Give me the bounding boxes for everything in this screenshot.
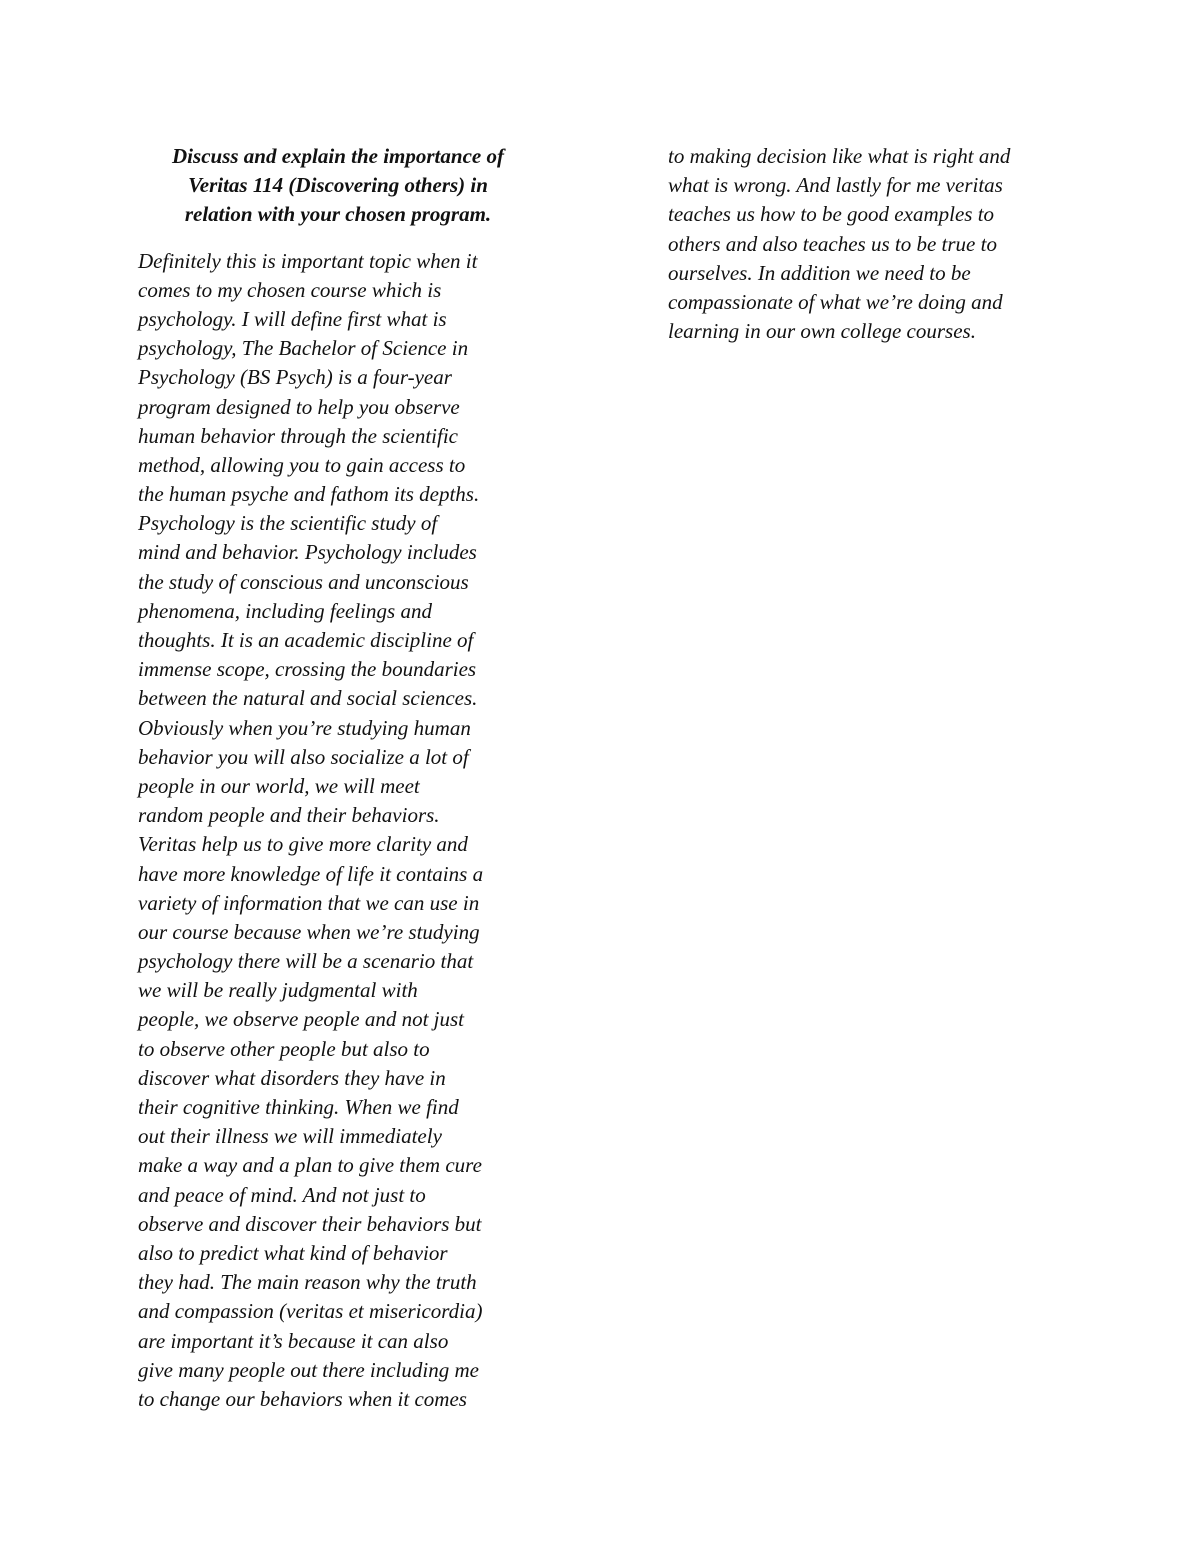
text-line: the study of conscious and unconscious [138, 569, 469, 594]
text-line: Veritas help us to give more clarity and [138, 832, 468, 857]
text-line: method, allowing you to gain access to [138, 452, 466, 477]
text-line: to making decision like what is right and [668, 144, 1011, 168]
text-line: our course because when we’re studying [138, 919, 480, 944]
text-line: psychology there will be a scenario that [138, 949, 474, 974]
text-line: discover what disorders they have in [138, 1065, 446, 1090]
text-line: and compassion (veritas et misericordia) [138, 1299, 483, 1324]
text-line: observe and discover their behaviors but [138, 1211, 482, 1236]
text-line: comes to my chosen course which is [138, 277, 442, 302]
text-line: teaches us how to be good examples to [668, 202, 995, 227]
text-line: immense scope, crossing the boundaries [138, 657, 477, 682]
title-line: Veritas 114 (Discovering others) in [188, 173, 488, 198]
text-line: to observe other people but also to [138, 1036, 430, 1061]
left-column-text [138, 247, 538, 1415]
text-line: out their illness we will immediately [138, 1124, 442, 1149]
text-line: psychology, The Bachelor of Science in [138, 336, 469, 361]
text-line: give many people out there including me [138, 1357, 479, 1382]
text-line: Obviously when you’re studying human [138, 715, 471, 740]
text-line: they had. The main reason why the truth [138, 1270, 477, 1295]
text-line: their cognitive thinking. When we find [138, 1095, 459, 1119]
text-line: also to predict what kind of behavior [138, 1240, 448, 1265]
text-line: and peace of mind. And not just to [138, 1182, 426, 1207]
text-line: mind and behavior. Psychology includes [138, 540, 477, 565]
text-line: have more knowledge of life it contains a [138, 861, 484, 886]
text-line: Definitely this is important topic when it [138, 248, 478, 273]
text-line: behavior you will also socialize a lot of [138, 744, 469, 769]
text-line: between the natural and social sciences. [138, 686, 478, 711]
text-line: ourselves. In addition we need to be [668, 260, 971, 285]
text-line: program designed to help you observe [138, 394, 460, 419]
text-line: thoughts. It is an academic discipline of [138, 628, 474, 652]
text-line: Psychology (BS Psych) is a four-year [138, 365, 452, 390]
text-line: make a way and a plan to give them cure [138, 1153, 482, 1178]
text-line: people in our world, we will meet [138, 773, 420, 798]
text-line: we will be really judgmental with [138, 978, 418, 1003]
text-line: random people and their behaviors. [138, 803, 440, 828]
right-column [668, 142, 1068, 346]
right-column-text [668, 142, 1068, 346]
text-line: compassionate of what we’re doing and [668, 289, 1003, 314]
text-line: others and also teaches us to be true to [668, 231, 997, 256]
title-line: relation with your chosen program. [184, 202, 492, 227]
text-line: human behavior through the scientific [138, 423, 459, 448]
text-line: variety of information that we can use in [138, 890, 480, 915]
text-line: to change our behaviors when it comes [138, 1386, 467, 1411]
left-column [138, 142, 538, 1414]
text-line: phenomena, including feelings and [138, 598, 432, 623]
text-line: people, we observe people and not just [138, 1007, 465, 1032]
title-line: Discuss and explain the importance of [172, 144, 504, 168]
essay-title [138, 142, 538, 230]
text-line: Psychology is the scientific study of [138, 511, 438, 536]
text-line: are important it’s because it can also [138, 1328, 449, 1353]
text-line: the human psyche and fathom its depths. [138, 482, 480, 507]
text-line: psychology. I will define first what is [138, 306, 447, 331]
text-line: learning in our own college courses. [668, 319, 976, 344]
text-line: what is wrong. And lastly for me veritas [668, 173, 1003, 198]
